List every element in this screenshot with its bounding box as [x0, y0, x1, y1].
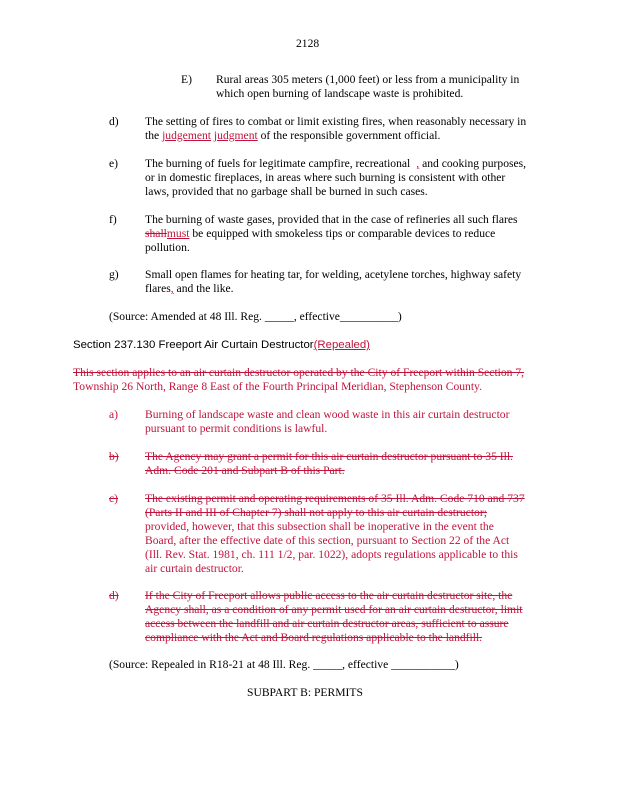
intro-line2: Township 26 North, Range 8 East of the Fourth Principal Meridian, Stephenson County.: [73, 380, 483, 393]
item-e-line2: or in domestic fireplaces, in areas where such burning is consistent with other: [145, 171, 506, 184]
sub-b-label: b): [109, 450, 119, 463]
sub-d-line4: compliance with the Act and Board regulations applicable to the landfill.: [145, 631, 483, 644]
item-e-upper-line1: Rural areas 305 meters (1,000 feet) or less from a municipality in: [216, 73, 520, 86]
inserted-text: judgment: [213, 129, 258, 142]
sub-c-line5: (Ill. Rev. Stat. 1981, ch. 111 1/2, par. 1022), adopts regulations applicable to this: [145, 548, 518, 561]
deleted-text: shall: [145, 227, 167, 240]
subpart-heading: SUBPART B: PERMITS: [247, 686, 363, 699]
item-e-upper-label: E): [181, 73, 192, 86]
item-e-line1: The burning of fuels for legitimate campfire, recreational , and cooking purposes,: [145, 157, 527, 170]
sub-b-line1: The Agency may grant a permit for this air curtain destructor pursuant to 35 Ill.: [145, 450, 513, 463]
item-g-line1: Small open flames for heating tar, for welding, acetylene torches, highway safety: [145, 268, 522, 281]
page-number: 2128: [296, 37, 320, 50]
inserted-text: ,: [170, 282, 174, 295]
item-g-label: g): [109, 268, 119, 281]
sub-d-line2: Agency shall, as a condition of any permit used for an air curtain destructor, limit: [145, 603, 523, 616]
sub-c-line3: provided, however, that this subsection shall be inoperative in the event the: [145, 520, 494, 533]
source-note-repealed: (Source: Repealed in R18-21 at 48 Ill. Reg. _____, effective ___________): [109, 658, 459, 671]
sub-a-line1: Burning of landscape waste and clean wood waste in this air curtain destructor: [145, 408, 510, 421]
item-f-line3: pollution.: [145, 241, 190, 254]
sub-a-line2: pursuant to permit conditions is lawful.: [145, 422, 328, 435]
sub-b-line2: Adm. Code 201 and Subpart B of this Part.: [145, 464, 345, 477]
repealed-tag: (Repealed): [313, 339, 370, 351]
sub-d-label: d): [109, 589, 119, 602]
item-e-label: e): [109, 157, 119, 170]
item-d-line1: The setting of fires to combat or limit existing fires, when reasonably necessary in: [145, 115, 527, 128]
sub-c-line2: (Parts II and III of Chapter 7) shall not apply to this air curtain destructor;: [145, 506, 487, 519]
item-f-line2: shallmust be equipped with smokeless tips or comparable devices to reduce: [145, 227, 496, 240]
inserted-text: judgement: [162, 129, 212, 142]
item-e-line3: laws, provided that no garbage shall be burned in such cases.: [145, 185, 428, 198]
inserted-text: must: [166, 227, 190, 240]
item-d-line2: the judgement judgment of the responsible government official.: [145, 129, 441, 142]
sub-d-line3: access between the landfill and air curtain destructor areas, sufficient to assure: [145, 617, 509, 630]
item-e-upper-line2: which open burning of landscape waste is prohibited.: [216, 87, 464, 100]
sub-a-label: a): [109, 408, 119, 421]
item-f-line1: The burning of waste gases, provided that in the case of refineries all such flares: [145, 213, 518, 226]
item-g-line2: flares, and the like.: [145, 282, 234, 295]
item-f-label: f): [109, 213, 117, 226]
inserted-text: ,: [416, 157, 420, 170]
sub-d-line1: If the City of Freeport allows public access to the air curtain destructor site, the: [145, 589, 513, 602]
section-heading: Section 237.130 Freeport Air Curtain Destructor(Repealed): [73, 339, 370, 351]
sub-c-line4: Board, after the effective date of this section, pursuant to Section 22 of the Act: [145, 534, 510, 547]
sub-c-line6: air curtain destructor.: [145, 562, 244, 575]
intro-line1: This section applies to an air curtain destructor operated by the City of Freeport within Section 7,: [73, 366, 525, 379]
sub-c-line1: The existing permit and operating requirements of 35 Ill. Adm. Code 710 and 737: [145, 492, 525, 505]
source-note-amended: (Source: Amended at 48 Ill. Reg. _____, effective__________): [109, 310, 402, 323]
sub-c-label: c): [109, 492, 119, 505]
item-d-label: d): [109, 115, 119, 128]
